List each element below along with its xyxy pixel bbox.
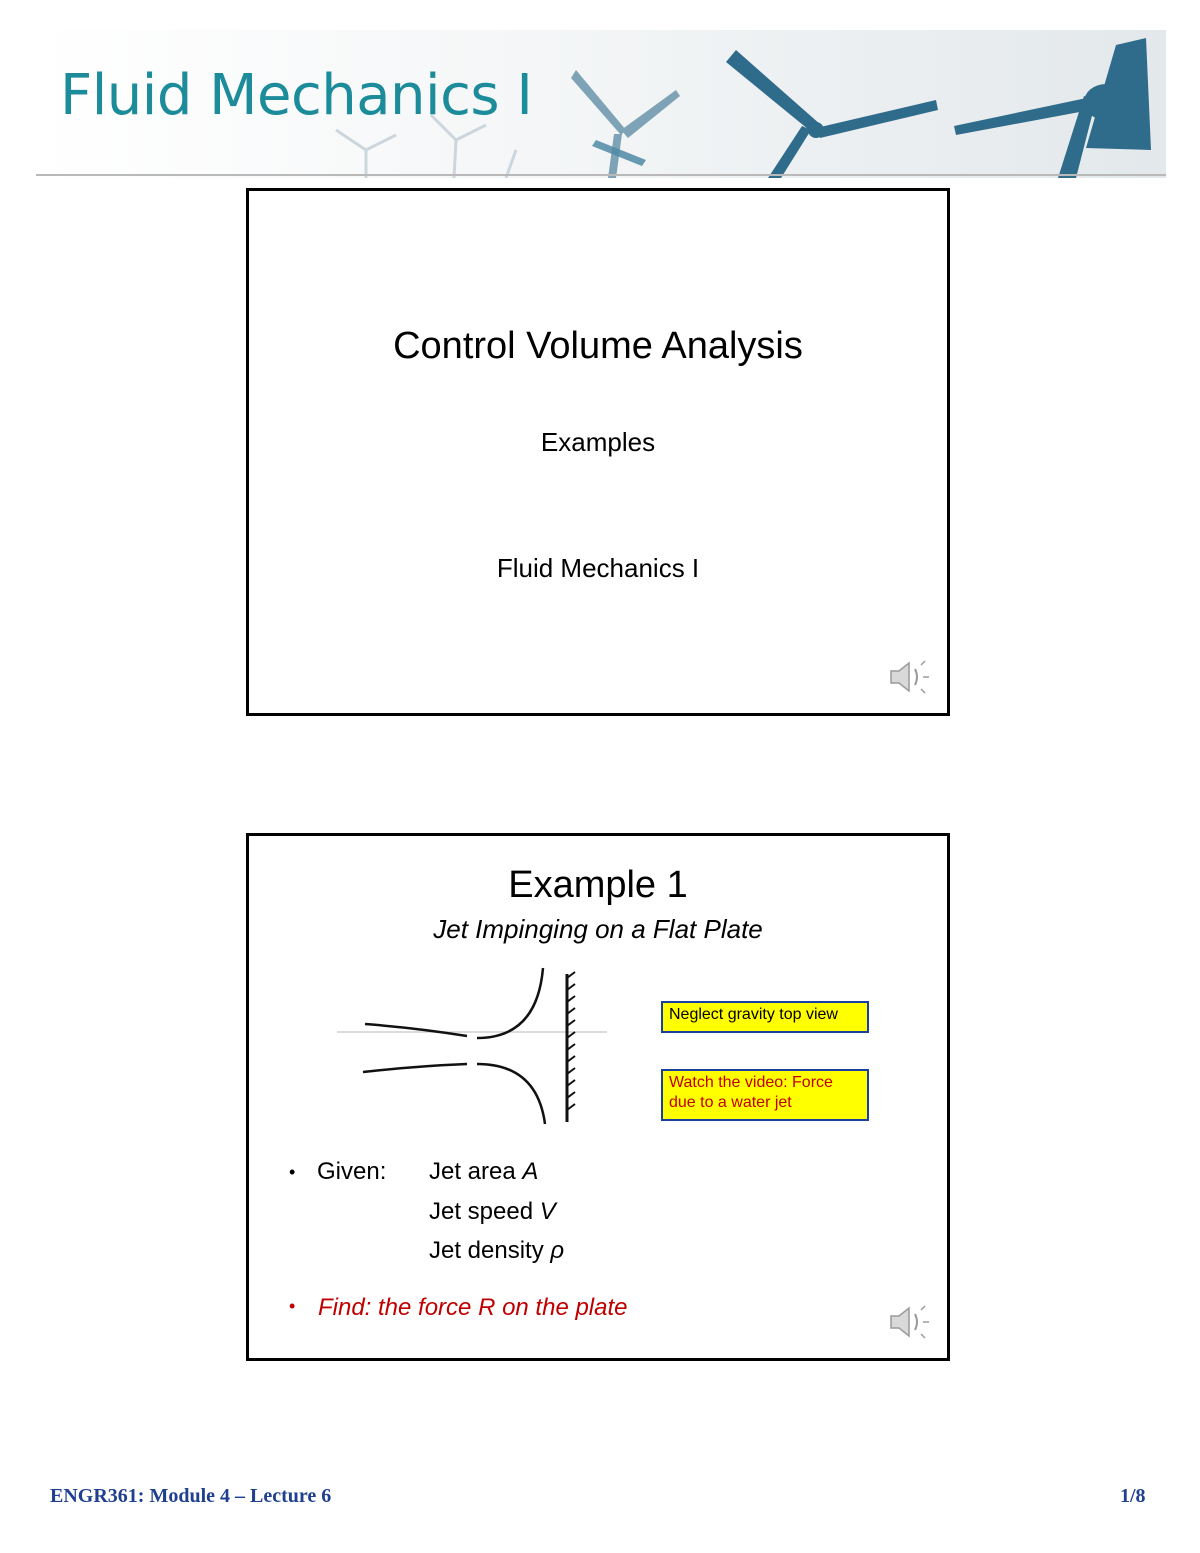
given-label: Given: bbox=[317, 1158, 387, 1185]
note-neglect-gravity: Neglect gravity top view bbox=[661, 1001, 869, 1033]
given-item-speed: Jet speed V bbox=[429, 1198, 556, 1225]
given-item-density: Jet density ρ bbox=[429, 1237, 565, 1264]
slide-1-subtitle: Examples bbox=[540, 427, 656, 457]
header-divider bbox=[36, 174, 1166, 176]
slide-1-title: Control Volume Analysis bbox=[393, 325, 803, 367]
given-item-area: Jet area A bbox=[429, 1158, 539, 1185]
note-video-line-2: due to a water jet bbox=[669, 1094, 792, 1111]
footer-page-number: 1/8 bbox=[1120, 1485, 1146, 1507]
slide-1 bbox=[246, 188, 950, 716]
header-title: Fluid Mechanics I bbox=[60, 63, 533, 128]
speaker-icon[interactable] bbox=[887, 1302, 935, 1342]
bullet: • bbox=[289, 1162, 296, 1182]
header-banner bbox=[36, 30, 1166, 178]
note-watch-video[interactable] bbox=[661, 1069, 869, 1121]
find-text: Find: the force R on the plate bbox=[317, 1294, 628, 1321]
jet-plate-diagram bbox=[337, 964, 607, 1134]
footer-course-label: ENGR361: Module 4 – Lecture 6 bbox=[50, 1485, 332, 1507]
bullet: • bbox=[289, 1296, 296, 1316]
slide-2 bbox=[246, 833, 950, 1361]
note-video-line-1: Watch the video: Force bbox=[669, 1074, 833, 1091]
slide-1-course: Fluid Mechanics I bbox=[496, 553, 700, 583]
find-statement bbox=[289, 1294, 628, 1322]
speaker-icon[interactable] bbox=[887, 657, 935, 697]
slide-2-title: Example 1 bbox=[508, 864, 688, 906]
slide-2-subtitle: Jet Impinging on a Flat Plate bbox=[433, 914, 763, 944]
